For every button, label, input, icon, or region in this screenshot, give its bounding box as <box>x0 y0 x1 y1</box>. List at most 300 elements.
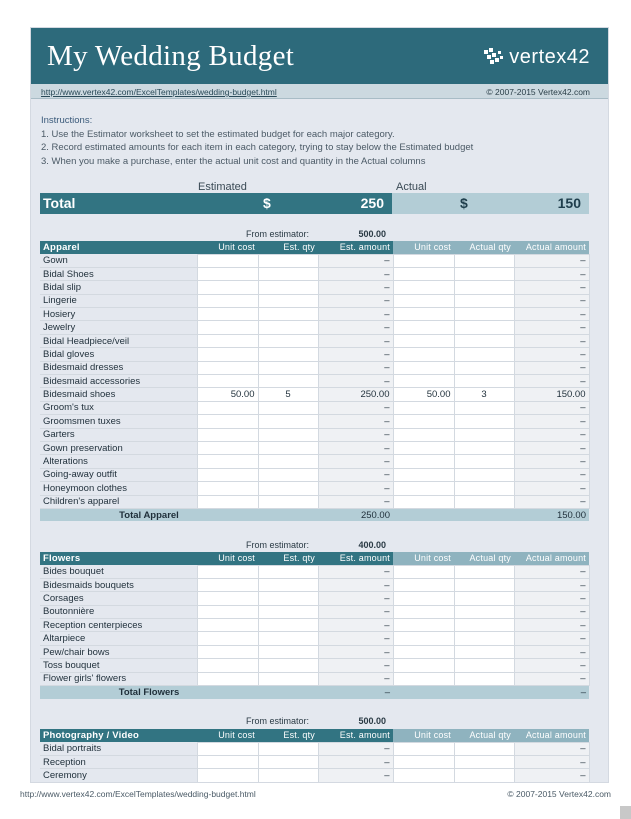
actual-unit-cost-cell[interactable] <box>393 482 454 495</box>
unit-cost-cell[interactable] <box>197 281 258 294</box>
page-corner <box>620 806 631 819</box>
actual-qty-cell[interactable] <box>454 415 514 428</box>
flowers-table <box>40 552 590 699</box>
table-row <box>40 755 589 768</box>
item-name: Children's apparel <box>40 495 197 508</box>
table-row <box>40 415 589 428</box>
actual-qty-cell[interactable] <box>454 375 514 388</box>
unit-cost-cell[interactable] <box>197 441 258 454</box>
actual-qty-cell[interactable] <box>454 401 514 414</box>
col-est-qty: Est. qty <box>258 241 318 254</box>
item-name: Lingerie <box>40 294 197 307</box>
col-est-amount: Est. amount <box>318 729 393 742</box>
est-amount-cell: – <box>318 308 393 321</box>
est-amount-cell: – <box>318 672 393 685</box>
est-amount-cell: – <box>318 294 393 307</box>
actual-qty-cell[interactable] <box>454 565 514 578</box>
actual-amount-cell: – <box>514 281 589 294</box>
actual-unit-cost-cell[interactable] <box>393 441 454 454</box>
actual-unit-cost-cell[interactable] <box>393 742 454 755</box>
actual-qty-cell[interactable] <box>454 605 514 618</box>
unit-cost-cell[interactable] <box>197 645 258 658</box>
actual-qty-cell[interactable] <box>454 742 514 755</box>
unit-cost-cell[interactable] <box>197 321 258 334</box>
category-total-act: 150.00 <box>514 508 589 521</box>
est-amount-cell: – <box>318 565 393 578</box>
actual-qty-cell[interactable] <box>454 334 514 347</box>
page-title: My Wedding Budget <box>47 40 295 72</box>
est-amount-cell: – <box>318 401 393 414</box>
est-amount-cell: – <box>318 482 393 495</box>
est-amount-cell: – <box>318 632 393 645</box>
category-header: Flowers <box>40 552 197 565</box>
unit-cost-cell[interactable] <box>197 361 258 374</box>
est-qty-cell[interactable] <box>258 605 318 618</box>
actual-amount-cell: – <box>514 482 589 495</box>
unit-cost-cell[interactable] <box>197 672 258 685</box>
actual-unit-cost-cell[interactable] <box>393 334 454 347</box>
instructions-title: Instructions: <box>41 115 93 126</box>
footer-link[interactable]: http://www.vertex42.com/ExcelTemplates/wedding-budget.html <box>20 789 256 799</box>
unit-cost-cell[interactable] <box>197 294 258 307</box>
est-amount-cell: – <box>318 428 393 441</box>
actual-unit-cost-cell[interactable] <box>393 755 454 768</box>
actual-amount-cell: – <box>514 294 589 307</box>
estimated-currency: $ <box>263 195 271 211</box>
item-name: Pew/chair bows <box>40 645 197 658</box>
unit-cost-cell[interactable] <box>197 619 258 632</box>
footer-copyright: © 2007-2015 Vertex42.com <box>507 789 611 799</box>
item-name: Toss bouquet <box>40 659 197 672</box>
est-qty-cell[interactable] <box>258 334 318 347</box>
apparel-table <box>40 241 590 521</box>
est-qty-cell[interactable] <box>258 742 318 755</box>
actual-unit-cost-cell[interactable] <box>393 361 454 374</box>
est-amount-cell: – <box>318 348 393 361</box>
item-name: Honeymoon clothes <box>40 482 197 495</box>
table-row <box>40 468 589 481</box>
table-row <box>40 565 589 578</box>
est-qty-cell[interactable] <box>258 645 318 658</box>
actual-qty-cell[interactable] <box>454 769 514 782</box>
est-amount-cell: – <box>318 468 393 481</box>
vertex42-logo-icon <box>483 47 505 67</box>
actual-unit-cost-cell[interactable] <box>393 619 454 632</box>
table-row <box>40 645 589 658</box>
actual-unit-cost-cell[interactable] <box>393 605 454 618</box>
actual-amount-cell: – <box>514 441 589 454</box>
unit-cost-cell[interactable] <box>197 468 258 481</box>
table-row <box>40 592 589 605</box>
actual-amount-cell: – <box>514 348 589 361</box>
actual-qty-cell[interactable] <box>454 495 514 508</box>
actual-amount-cell: – <box>514 619 589 632</box>
actual-unit-cost-cell[interactable] <box>393 468 454 481</box>
col-est-amount: Est. amount <box>318 552 393 565</box>
actual-amount-cell: – <box>514 645 589 658</box>
table-row <box>40 441 589 454</box>
actual-amount-cell: – <box>514 578 589 591</box>
instruction-line: 3. When you make a purchase, enter the actual unit cost and quantity in the Actual columns <box>41 155 426 167</box>
item-name: Groomsmen tuxes <box>40 415 197 428</box>
actual-qty-cell[interactable] <box>454 294 514 307</box>
col-unit-cost: Unit cost <box>197 729 258 742</box>
item-name: Reception <box>40 755 197 768</box>
col-actual-amount: Actual amount <box>514 552 589 565</box>
item-name: Corsages <box>40 592 197 605</box>
col-actual-unit-cost: Unit cost <box>393 729 454 742</box>
actual-qty-cell[interactable] <box>454 755 514 768</box>
table-row <box>40 321 589 334</box>
actual-qty-cell[interactable] <box>454 578 514 591</box>
actual-unit-cost-cell[interactable] <box>393 308 454 321</box>
category-total-row <box>40 508 589 521</box>
table-row <box>40 742 589 755</box>
est-qty-cell[interactable] <box>258 321 318 334</box>
est-qty-cell[interactable] <box>258 361 318 374</box>
item-name: Boutonnière <box>40 605 197 618</box>
photography-table <box>40 729 590 783</box>
actual-qty-cell[interactable] <box>454 254 514 267</box>
col-unit-cost: Unit cost <box>197 552 258 565</box>
actual-amount-cell: – <box>514 468 589 481</box>
item-name: Hosiery <box>40 308 197 321</box>
actual-qty-cell[interactable] <box>454 428 514 441</box>
actual-amount-cell: – <box>514 659 589 672</box>
actual-unit-cost-cell[interactable] <box>393 769 454 782</box>
item-name: Bidesmaid shoes <box>40 388 197 401</box>
unit-cost-cell[interactable] <box>197 565 258 578</box>
est-amount-cell: – <box>318 441 393 454</box>
est-qty-cell[interactable] <box>258 428 318 441</box>
actual-unit-cost-cell[interactable] <box>393 375 454 388</box>
estimated-label: Estimated <box>198 181 247 193</box>
table-row <box>40 254 589 267</box>
table-row <box>40 605 589 618</box>
vertex42-logo <box>483 45 590 69</box>
item-name: Flower girls' flowers <box>40 672 197 685</box>
actual-unit-cost-cell[interactable] <box>393 565 454 578</box>
item-name: Ceremony <box>40 769 197 782</box>
actual-qty-cell[interactable] <box>454 482 514 495</box>
actual-qty-cell[interactable] <box>454 659 514 672</box>
est-amount-cell: – <box>318 334 393 347</box>
table-row <box>40 334 589 347</box>
table-row <box>40 294 589 307</box>
unit-cost-cell[interactable] <box>197 592 258 605</box>
unit-cost-cell[interactable] <box>197 415 258 428</box>
est-amount-cell: – <box>318 361 393 374</box>
unit-cost-cell[interactable] <box>197 428 258 441</box>
from-estimator-value: 500.00 <box>358 716 386 726</box>
est-qty-cell[interactable] <box>258 468 318 481</box>
item-name: Alterations <box>40 455 197 468</box>
actual-unit-cost-cell[interactable] <box>393 321 454 334</box>
template-link[interactable]: http://www.vertex42.com/ExcelTemplates/wedding-budget.html <box>41 87 277 97</box>
actual-amount-cell: – <box>514 401 589 414</box>
est-qty-cell[interactable] <box>258 659 318 672</box>
table-row <box>40 361 589 374</box>
actual-amount-cell: – <box>514 321 589 334</box>
unit-cost-cell[interactable] <box>197 267 258 280</box>
table-row <box>40 769 589 782</box>
actual-amount-cell: 150.00 <box>514 388 589 401</box>
unit-cost-cell[interactable] <box>197 755 258 768</box>
est-amount-cell: 250.00 <box>318 388 393 401</box>
est-qty-cell[interactable] <box>258 267 318 280</box>
actual-unit-cost-cell[interactable] <box>393 281 454 294</box>
item-name: Bidesmaid accessories <box>40 375 197 388</box>
unit-cost-cell[interactable] <box>197 659 258 672</box>
est-amount-cell: – <box>318 645 393 658</box>
est-qty-cell[interactable] <box>258 294 318 307</box>
instruction-line: 2. Record estimated amounts for each item in each category, trying to stay below the Estimated budget <box>41 142 474 153</box>
item-name: Groom's tux <box>40 401 197 414</box>
actual-unit-cost-cell[interactable] <box>393 415 454 428</box>
actual-unit-cost-cell[interactable] <box>393 294 454 307</box>
unit-cost-cell[interactable] <box>197 482 258 495</box>
category-total-est: – <box>318 686 393 699</box>
copyright: © 2007-2015 Vertex42.com <box>486 87 590 97</box>
actual-amount-cell: – <box>514 755 589 768</box>
table-row <box>40 578 589 591</box>
category-total-label: Total Apparel <box>40 508 258 521</box>
est-qty-cell[interactable] <box>258 495 318 508</box>
actual-unit-cost-cell[interactable] <box>393 254 454 267</box>
item-name: Altarpiece <box>40 632 197 645</box>
unit-cost-cell[interactable] <box>197 348 258 361</box>
unit-cost-cell[interactable] <box>197 495 258 508</box>
item-name: Jewelry <box>40 321 197 334</box>
grand-total-bar <box>40 193 589 214</box>
actual-total: 150 <box>557 195 581 211</box>
est-qty-cell[interactable] <box>258 455 318 468</box>
col-est-qty: Est. qty <box>258 552 318 565</box>
item-name: Bidesmaid dresses <box>40 361 197 374</box>
actual-label: Actual <box>396 181 427 193</box>
est-qty-cell[interactable] <box>258 592 318 605</box>
actual-unit-cost-cell[interactable]: 50.00 <box>393 388 454 401</box>
actual-unit-cost-cell[interactable] <box>393 672 454 685</box>
est-amount-cell: – <box>318 415 393 428</box>
budget-sheet <box>30 27 609 783</box>
actual-qty-cell[interactable] <box>454 645 514 658</box>
unit-cost-cell[interactable] <box>197 308 258 321</box>
est-qty-cell[interactable] <box>258 755 318 768</box>
unit-cost-cell[interactable] <box>197 401 258 414</box>
item-name: Bidal slip <box>40 281 197 294</box>
col-actual-unit-cost: Unit cost <box>393 552 454 565</box>
actual-qty-cell[interactable] <box>454 619 514 632</box>
actual-amount-cell: – <box>514 254 589 267</box>
col-actual-amount: Actual amount <box>514 241 589 254</box>
unit-cost-cell[interactable] <box>197 578 258 591</box>
table-row <box>40 482 589 495</box>
unit-cost-cell[interactable] <box>197 632 258 645</box>
table-row <box>40 632 589 645</box>
table-row <box>40 401 589 414</box>
instructions <box>41 114 473 168</box>
item-name: Bidal Headpiece/veil <box>40 334 197 347</box>
actual-qty-cell[interactable] <box>454 267 514 280</box>
col-actual-qty: Actual qty <box>454 241 514 254</box>
est-qty-cell[interactable] <box>258 482 318 495</box>
actual-unit-cost-cell[interactable] <box>393 578 454 591</box>
table-row <box>40 428 589 441</box>
url-bar <box>31 84 609 99</box>
est-qty-cell[interactable] <box>258 375 318 388</box>
est-qty-cell[interactable] <box>258 348 318 361</box>
est-amount-cell: – <box>318 267 393 280</box>
est-qty-cell[interactable] <box>258 441 318 454</box>
item-name: Bidesmaids bouquets <box>40 578 197 591</box>
title-banner <box>31 28 609 84</box>
table-row <box>40 375 589 388</box>
item-name: Bides bouquet <box>40 565 197 578</box>
actual-unit-cost-cell[interactable] <box>393 592 454 605</box>
actual-currency: $ <box>460 195 468 211</box>
item-name: Gown preservation <box>40 441 197 454</box>
table-row <box>40 672 589 685</box>
logo-text: vertex42 <box>509 45 590 68</box>
actual-qty-cell[interactable] <box>454 592 514 605</box>
actual-unit-cost-cell[interactable] <box>393 632 454 645</box>
actual-qty-cell[interactable] <box>454 308 514 321</box>
from-estimator-label: From estimator: <box>246 716 310 726</box>
actual-qty-cell[interactable] <box>454 281 514 294</box>
unit-cost-cell[interactable] <box>197 742 258 755</box>
actual-unit-cost-cell[interactable] <box>393 428 454 441</box>
actual-qty-cell[interactable] <box>454 632 514 645</box>
unit-cost-cell[interactable] <box>197 254 258 267</box>
total-label: Total <box>43 195 76 211</box>
actual-qty-cell[interactable] <box>454 321 514 334</box>
est-amount-cell: – <box>318 375 393 388</box>
category-header: Photography / Video <box>40 729 197 742</box>
col-est-qty: Est. qty <box>258 729 318 742</box>
col-unit-cost: Unit cost <box>197 241 258 254</box>
unit-cost-cell[interactable] <box>197 455 258 468</box>
actual-amount-cell: – <box>514 308 589 321</box>
actual-amount-cell: – <box>514 415 589 428</box>
from-estimator-value: 400.00 <box>358 540 386 550</box>
col-actual-amount: Actual amount <box>514 729 589 742</box>
table-row <box>40 267 589 280</box>
from-estimator-label: From estimator: <box>246 229 310 239</box>
category-header: Apparel <box>40 241 197 254</box>
item-name: Bidal portraits <box>40 742 197 755</box>
actual-amount-cell: – <box>514 495 589 508</box>
col-actual-qty: Actual qty <box>454 552 514 565</box>
col-est-amount: Est. amount <box>318 241 393 254</box>
est-qty-cell[interactable] <box>258 254 318 267</box>
actual-qty-cell[interactable] <box>454 455 514 468</box>
actual-amount-cell: – <box>514 455 589 468</box>
est-amount-cell: – <box>318 755 393 768</box>
unit-cost-cell[interactable] <box>197 769 258 782</box>
est-amount-cell: – <box>318 605 393 618</box>
est-qty-cell[interactable] <box>258 565 318 578</box>
est-amount-cell: – <box>318 659 393 672</box>
unit-cost-cell[interactable] <box>197 375 258 388</box>
item-name: Bidal gloves <box>40 348 197 361</box>
actual-amount-cell: – <box>514 769 589 782</box>
actual-qty-cell[interactable] <box>454 361 514 374</box>
actual-unit-cost-cell[interactable] <box>393 645 454 658</box>
est-qty-cell[interactable] <box>258 672 318 685</box>
actual-unit-cost-cell[interactable] <box>393 495 454 508</box>
col-actual-qty: Actual qty <box>454 729 514 742</box>
category-total-act: – <box>514 686 589 699</box>
est-qty-cell[interactable] <box>258 769 318 782</box>
est-amount-cell: – <box>318 321 393 334</box>
est-amount-cell: – <box>318 742 393 755</box>
est-qty-cell[interactable] <box>258 401 318 414</box>
actual-amount-cell: – <box>514 361 589 374</box>
col-actual-unit-cost: Unit cost <box>393 241 454 254</box>
actual-amount-cell: – <box>514 428 589 441</box>
actual-unit-cost-cell[interactable] <box>393 401 454 414</box>
actual-amount-cell: – <box>514 592 589 605</box>
item-name: Bidal Shoes <box>40 267 197 280</box>
from-estimator-label: From estimator: <box>246 540 310 550</box>
item-name: Gown <box>40 254 197 267</box>
actual-unit-cost-cell[interactable] <box>393 659 454 672</box>
est-amount-cell: – <box>318 254 393 267</box>
unit-cost-cell[interactable] <box>197 605 258 618</box>
actual-amount-cell: – <box>514 565 589 578</box>
table-row <box>40 308 589 321</box>
actual-qty-cell[interactable] <box>454 468 514 481</box>
est-qty-cell[interactable]: 5 <box>258 388 318 401</box>
est-amount-cell: – <box>318 578 393 591</box>
est-qty-cell[interactable] <box>258 281 318 294</box>
actual-unit-cost-cell[interactable] <box>393 455 454 468</box>
table-row <box>40 348 589 361</box>
table-row <box>40 281 589 294</box>
est-amount-cell: – <box>318 619 393 632</box>
actual-qty-cell[interactable] <box>454 348 514 361</box>
actual-amount-cell: – <box>514 605 589 618</box>
table-row <box>40 659 589 672</box>
unit-cost-cell[interactable] <box>197 334 258 347</box>
actual-unit-cost-cell[interactable] <box>393 348 454 361</box>
est-amount-cell: – <box>318 495 393 508</box>
est-amount-cell: – <box>318 592 393 605</box>
actual-amount-cell: – <box>514 375 589 388</box>
est-qty-cell[interactable] <box>258 632 318 645</box>
item-name: Going-away outfit <box>40 468 197 481</box>
table-row <box>40 619 589 632</box>
actual-qty-cell[interactable] <box>454 672 514 685</box>
est-amount-cell: – <box>318 769 393 782</box>
actual-amount-cell: – <box>514 672 589 685</box>
category-total-label: Total Flowers <box>40 686 258 699</box>
est-qty-cell[interactable] <box>258 578 318 591</box>
instruction-line: 1. Use the Estimator worksheet to set the estimated budget for each major category. <box>41 128 395 140</box>
actual-amount-cell: – <box>514 334 589 347</box>
actual-unit-cost-cell[interactable] <box>393 267 454 280</box>
est-qty-cell[interactable] <box>258 415 318 428</box>
actual-amount-cell: – <box>514 632 589 645</box>
actual-amount-cell: – <box>514 742 589 755</box>
actual-qty-cell[interactable] <box>454 441 514 454</box>
actual-qty-cell[interactable]: 3 <box>454 388 514 401</box>
category-total-est: 250.00 <box>318 508 393 521</box>
est-qty-cell[interactable] <box>258 619 318 632</box>
unit-cost-cell[interactable]: 50.00 <box>197 388 258 401</box>
est-qty-cell[interactable] <box>258 308 318 321</box>
